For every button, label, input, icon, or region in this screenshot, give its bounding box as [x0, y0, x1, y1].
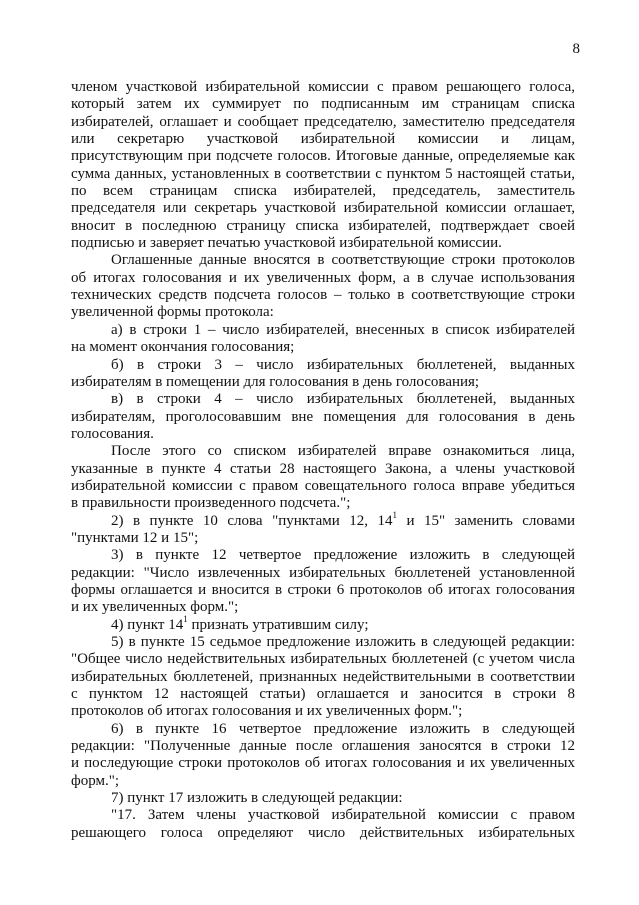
line-text: протоколов об итогах голосования и их увеличенных форм.";	[71, 703, 463, 720]
page-number: 8	[572, 41, 580, 57]
line-text: подписью и заверяет печатью участковой избирательной комиссии.	[71, 235, 502, 252]
text-line	[71, 322, 575, 339]
text-line	[71, 461, 575, 478]
text-line	[71, 391, 575, 408]
text-line	[71, 443, 575, 460]
line-text: увеличенной формы протокола:	[71, 304, 274, 321]
line-text: избирателей, оглашает и сообщает председателю, заместителю председателя	[71, 113, 575, 130]
text-line	[71, 131, 575, 148]
text-line	[71, 287, 575, 304]
text-line	[71, 825, 575, 842]
line-text: 2) в пункте 10 слова "пунктами 12, 14	[111, 512, 393, 529]
line-text: сумма данных, установленных в соответствии с пунктом 5 настоящей статьи,	[71, 165, 575, 182]
line-text: 6) в пункте 16 четвертое предложение изложить в следующей	[111, 720, 575, 737]
line-text: или секретарю участковой избирательной комиссии и лицам,	[71, 131, 575, 148]
line-text: и их увеличенных форм.";	[71, 599, 239, 616]
line-text: который затем их суммирует по подписанным им страницам списка	[71, 96, 575, 113]
line-text: технических средств подсчета голосов – только в соответствующие строки	[71, 287, 575, 304]
text-line	[71, 114, 575, 131]
line-text: присутствующим при подсчете голосов. Итоговые данные, определяемые как	[71, 148, 575, 165]
line-text: 3) в пункте 12 четвертое предложение изложить в следующей	[111, 547, 575, 564]
text-line	[71, 183, 575, 200]
text-line	[71, 651, 575, 668]
line-text-continuation: признать утратившим силу;	[187, 616, 369, 633]
text-line	[71, 669, 575, 686]
text-line	[71, 755, 575, 772]
line-text: председателя или секретарь участковой избирательной комиссии оглашает,	[71, 200, 575, 217]
line-text: вносит в последнюю страницу списка избирателей, подтверждает своей	[71, 217, 575, 234]
line-text: а) в строки 1 – число избирателей, внесенных в список избирателей	[111, 321, 575, 338]
line-text: "Общее число недействительных избирательных бюллетеней (с учетом числа	[71, 651, 575, 668]
line-text: избирателям, проголосовавшим вне помещения для голосования в день	[71, 408, 575, 425]
text-line	[71, 582, 575, 599]
text-line	[71, 148, 575, 165]
line-text-continuation: и 15" заменить словами	[396, 512, 575, 529]
text-line	[71, 252, 575, 269]
line-text: редакции: "Число извлеченных избирательных бюллетеней установленной	[71, 564, 575, 581]
text-line	[71, 547, 575, 564]
line-text: в) в строки 4 – число избирательных бюллетеней, выданных	[111, 391, 575, 408]
line-text: на момент окончания голосования;	[71, 339, 295, 356]
line-text: "пунктами 12 и 15";	[71, 529, 199, 546]
superscript: 1	[392, 509, 397, 520]
text-line	[71, 721, 575, 738]
text-line	[71, 530, 575, 547]
text-line	[71, 703, 575, 720]
text-line	[71, 478, 575, 495]
line-text: б) в строки 3 – число избирательных бюллетеней, выданных	[111, 356, 575, 373]
line-text: по всем страницам списка избирателей, председатель, заместитель	[71, 183, 575, 200]
text-line	[71, 790, 575, 807]
text-line	[71, 96, 575, 113]
text-line	[71, 807, 575, 824]
text-line	[71, 495, 575, 512]
text-line	[71, 339, 575, 356]
text-line	[71, 200, 575, 217]
line-text: избирательных бюллетеней, признанных недействительными в соответствии	[71, 668, 575, 685]
line-text: форм.";	[71, 772, 120, 789]
line-text: избирателям в помещении для голосования в день голосования;	[71, 373, 480, 390]
document-body	[71, 79, 575, 842]
line-text: об итогах голосования и их увеличенных форм, а в случае использования	[71, 269, 575, 286]
text-line	[71, 166, 575, 183]
line-text: редакции: "Полученные данные после оглашения заносятся в строки 12	[71, 738, 575, 755]
text-line	[71, 634, 575, 651]
line-text: 7) пункт 17 изложить в следующей редакции:	[111, 790, 403, 807]
line-text: и последующие строки протоколов об итогах голосования и их увеличенных	[71, 755, 575, 772]
text-line	[71, 565, 575, 582]
text-line	[71, 409, 575, 426]
line-text: с пунктом 12 настоящей статьи) оглашается и заносится в строки 8	[71, 686, 575, 703]
text-line	[71, 304, 575, 321]
superscript: 1	[183, 613, 188, 624]
line-text: избирательной комиссии с правом совещательного голоса вправе убедиться	[71, 477, 575, 494]
line-text: формы оглашается и вносится в строки 6 протоколов об итогах голосования	[71, 581, 575, 598]
line-text: "17. Затем члены участковой избирательной комиссии с правом	[111, 807, 575, 824]
text-line	[71, 270, 575, 287]
line-text: 4) пункт 14	[111, 616, 184, 633]
text-line	[71, 509, 575, 530]
line-text: Оглашенные данные вносятся в соответствующие строки протоколов	[111, 252, 575, 269]
text-line	[71, 613, 575, 634]
text-line	[71, 426, 575, 443]
line-text: 5) в пункте 15 седьмое предложение изложить в следующей редакции:	[111, 634, 575, 650]
text-line	[71, 218, 575, 235]
line-text: решающего голоса определяют число действительных избирательных	[71, 824, 575, 841]
text-line	[71, 235, 575, 252]
text-line	[71, 374, 575, 391]
text-line	[71, 357, 575, 374]
line-text: указанные в пункте 4 статьи 28 настоящего Закона, а члены участковой	[71, 460, 575, 477]
line-text: голосования.	[71, 425, 154, 442]
text-line	[71, 738, 575, 755]
text-line	[71, 773, 575, 790]
line-text: членом участковой избирательной комиссии с правом решающего голоса,	[71, 79, 575, 95]
text-line	[71, 599, 575, 616]
text-line	[71, 686, 575, 703]
text-line	[71, 79, 575, 96]
line-text: После этого со списком избирателей вправе ознакомиться лица,	[111, 443, 575, 460]
line-text: в правильности произведенного подсчета.";	[71, 495, 351, 512]
